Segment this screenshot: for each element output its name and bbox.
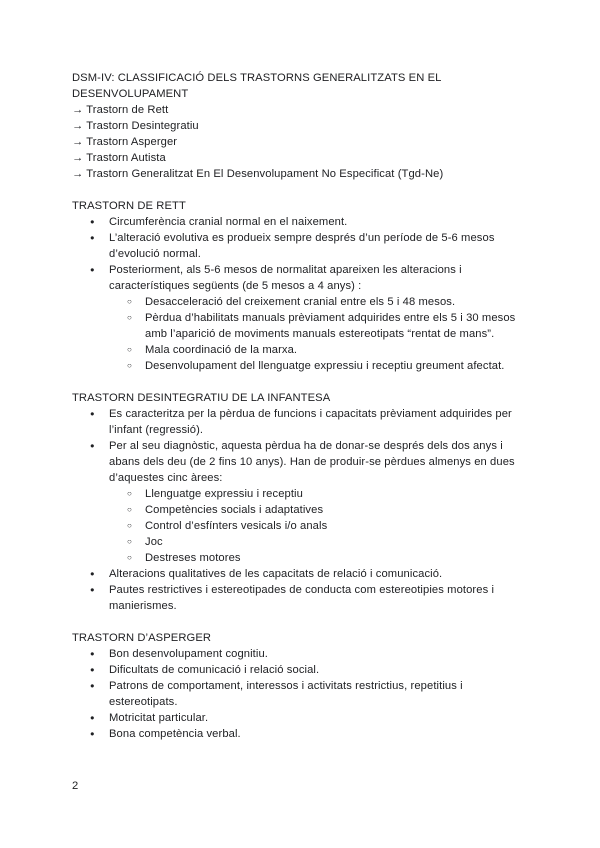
list-item-text: Per al seu diagnòstic, aquesta pèrdua ha de donar-se després dels dos anys i abans dels deu (de 2 fins 10 anys). Han de produir-se pèrdues almenys en dues d’aquestes cinc àrees:: [109, 440, 515, 484]
list-item: ● Pautes restrictives i estereotipades de conducta com estereotipies motores i manierismes.: [72, 582, 532, 614]
sub-list-item: ○ Control d’esfínters vesicals i/o anals: [109, 518, 532, 534]
list-item: ● L’alteració evolutiva es produeix sempre després d’un període de 5-6 mesos d’evolució normal.: [72, 230, 532, 262]
page-number: 2: [72, 780, 79, 792]
disorder-list: [72, 102, 532, 182]
disorder-item: → Trastorn Desintegratiu: [72, 120, 199, 132]
desintegratiu-sublist: [109, 486, 532, 566]
sub-list-item: ○ Llenguatge expressiu i receptiu: [109, 486, 532, 502]
list-item: ● Circumferència cranial normal en el naixement.: [72, 214, 532, 230]
list-item: [72, 262, 532, 374]
list-item: ● Alteracions qualitatives de les capacitats de relació i comunicació.: [72, 566, 532, 582]
disorder-item: → Trastorn Generalitzat En El Desenvolupament No Especificat (Tgd-Ne): [72, 168, 444, 180]
disorder-item: → Trastorn de Rett: [72, 104, 169, 116]
sub-list-item: ○ Destreses motores: [109, 550, 532, 566]
disorder-item: → Trastorn Asperger: [72, 136, 178, 148]
list-item: ● Dificultats de comunicació i relació social.: [72, 662, 532, 678]
section-title-rett: TRASTORN DE RETT: [72, 200, 186, 212]
sub-list-item: ○ Desenvolupament del llenguatge expressiu i receptiu greument afectat.: [109, 358, 532, 374]
list-item: ● Motricitat particular.: [72, 710, 532, 726]
disorder-item: → Trastorn Autista: [72, 152, 166, 164]
sub-list-item: ○ Competències socials i adaptatives: [109, 502, 532, 518]
list-item: ● Bona competència verbal.: [72, 726, 532, 742]
rett-sublist: [109, 294, 532, 374]
sub-list-item: ○ Desacceleració del creixement cranial entre els 5 i 48 mesos.: [109, 294, 532, 310]
list-item: ● Es caracteritza per la pèrdua de funcions i capacitats prèviament adquirides per l’infant (regressió).: [72, 406, 532, 438]
document-title: DSM-IV: CLASSIFICACIÓ DELS TRASTORNS GENERALITZATS EN EL DESENVOLUPAMENT: [72, 72, 442, 100]
list-item: ● Bon desenvolupament cognitiu.: [72, 646, 532, 662]
sub-list-item: ○ Mala coordinació de la marxa.: [109, 342, 532, 358]
asperger-list: [72, 646, 532, 742]
list-item-text: Posteriorment, als 5-6 mesos de normalitat apareixen les alteracions i característiques següents (de 5 mesos a 4 anys) :: [109, 264, 462, 292]
section-title-asperger: TRASTORN D’ASPERGER: [72, 632, 212, 644]
page-content: [72, 70, 532, 742]
sub-list-item: ○ Joc: [109, 534, 532, 550]
desintegratiu-list: [72, 406, 532, 614]
list-item: [72, 438, 532, 566]
sub-list-item: ○ Pèrdua d’habilitats manuals prèviament adquirides entre els 5 i 30 mesos amb l’aparició de moviments manuals estereotipats “rentat de mans”.: [109, 310, 532, 342]
rett-list: [72, 214, 532, 374]
list-item: ● Patrons de comportament, interessos i activitats restrictius, repetitius i estereotipats.: [72, 678, 532, 710]
section-title-desintegratiu: TRASTORN DESINTEGRATIU DE LA INFANTESA: [72, 392, 331, 404]
